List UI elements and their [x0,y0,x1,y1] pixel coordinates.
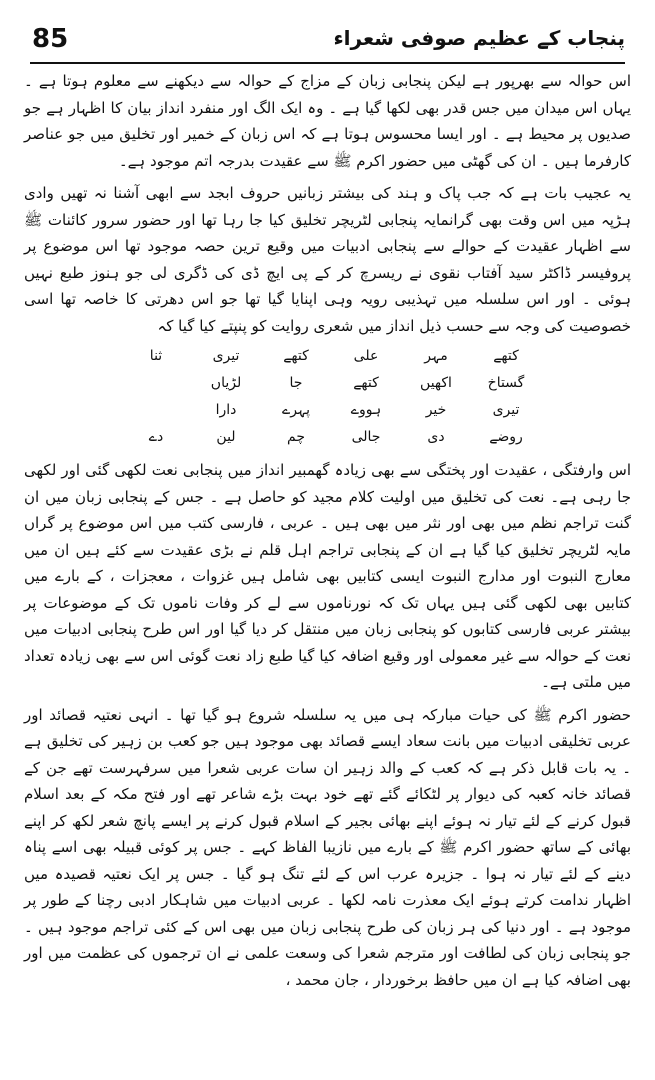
verse-word: مہر [424,348,448,364]
verse-word: تیری [212,348,240,364]
verse-word: کتھے [353,375,379,391]
verse-line [24,397,541,424]
verse-word: دی [427,429,445,445]
verse-word: لین [216,429,236,445]
verse-word: روضے [489,429,523,445]
verse-word: پہرے [281,402,311,418]
page-number: 85 [32,24,69,54]
body-text [24,68,631,1070]
verse-word: تیری [492,402,520,418]
verse-word: ہووے [350,402,382,418]
verse-word: چم [287,429,305,445]
verse-line [24,370,541,397]
verse-word: اکھیں [420,375,452,391]
verse-word: ثنا [149,348,163,364]
page-header [30,22,625,64]
verse-word: خیر [425,402,447,418]
verse-line [24,343,541,370]
verse-word: دے [148,429,164,445]
verse-word: جالی [351,429,381,445]
verse-word: علی [353,348,379,364]
verse-word: لڑیاں [210,375,242,391]
verse-word: گستاخ [487,375,525,391]
paragraph: حضور اکرم ﷺ کی حیات مبارکہ ہی میں یہ سلسلہ شروع ہو گیا تھا ۔ انہی نعتیہ قصائد اور عربی تخلیقی ادبیات میں بانت سعاد ایسے قصائد بھی موجود ہیں جو کعب بن زہیر کی تخلیق ہے ۔ یہ بات قابل ذکر ہے کہ کعب کے والد زہیر ان سات عربی شعرا میں سرفہرست تھے جن کے قصائد خانہ کعبہ کی دیوار پر لٹکائے گئے تھے خود بہت بڑے شاعر تھے اور فتح مکہ کے بعد اسلام قبول کرنے کے لئے تیار نہ ہوئے اپنے بھائی بجیر کے اسلام قبول کرنے پر ایسے پانچ شعر لکھ کر اپنے بھائی کے ساتھ حضور اکرم ﷺ کے بارے میں نازیبا الفاظ کہے ۔ جس پر کوئی قبیلہ بھی اسے پناہ دینے کے لئے تیار نہ ہوا ۔ جزیرہ عرب اس کے لئے تنگ ہو گیا ۔ جس پر ایک نعتیہ قصیدہ میں اظہار ندامت کرتے ہوئے ایک معذرت نامہ لکھا ۔ عربی ادبیات میں شاہکار ادبی رچنا کے طور پر موجود ہے ۔ اور دنیا کی ہر زبان کی طرح پنجابی زبان میں بھی اس کے کئی تراجم موجود ہیں ۔ جو پنجابی زبان کی لطافت اور مترجم شعرا کی وسعت علمی نے ان ترجموں کی عظمت میں اور بھی اضافہ کیا ہے ان میں حافظ برخوردار ، جان محمد ، [24,705,631,989]
verse-word: جا [289,375,303,391]
verse-word: کتھے [283,348,309,364]
verse-word: دارا [215,402,237,418]
paragraph: اس حوالہ سے بھرپور ہے لیکن پنجابی زبان کے مزاج کے حوالہ سے دیکھنے سے معلوم ہوتا ہے ۔ یہاں اس میدان میں جس قدر بھی لکھا گیا ہے ۔ وہ ایک الگ اور منفرد انداز بیان کا اظہار ہے جو صدیوں پر محیط ہے ۔ اور ایسا محسوس ہوتا ہے کہ اس زبان کے خمیر اور تخلیق میں جو عناصر کارفرما ہیں ۔ ان کی گھٹی میں حضور اکرم ﷺ سے عقیدت بدرجہ اتم موجود ہے۔ [24,72,631,170]
paragraph: اس وارفتگی ، عقیدت اور پختگی سے بھی زیادہ گھمبیر انداز میں پنجابی نعت لکھی گئی اور لکھی جا رہی ہے۔ نعت کی تخلیق میں اولیت کلام مجید کو حاصل ہے ۔ جس کے پنجابی زبان میں ان گنت تراجم نظم میں بھی اور نثر میں بھی ہیں ۔ عربی ، فارسی کتب میں اس موضوع پر گراں مایہ لٹریچر تخلیق کیا گیا ہے ان کے پنجابی تراجم اہل قلم نے بڑی عقیدت سے کئے ہیں ان میں معارج النبوت اور مدارج النبوت ایسی کتابیں بھی شامل ہیں غزوات ، معجزات ، کے بارے میں کتابیں بھی لکھی گئی ہیں یہاں تک کہ نورناموں سے لے کر وفات ناموں تک کے موضوعات پر بیشتر عربی فارسی کتابوں کو پنجابی زبان میں منتقل کر دیا گیا اور اس طرح پنجابی ادبیات میں نعت کے حوالہ سے غیر معمولی اور وقیع اضافہ کیا گیا طبع زاد نعت گوئی اس سے بھی زیادہ تعداد میں ملتی ہے۔ [24,461,631,691]
paragraph: یہ عجیب بات ہے کہ جب پاک و ہند کی بیشتر زبانیں حروف ابجد سے ابھی آشنا نہ تھیں وادی ہڑپہ میں اس وقت بھی گرانمایہ پنجابی لٹریچر تخلیق کیا جا رہا تھا اور حضور سرور کائنات ﷺ سے اظہار عقیدت کے حوالے سے پنجابی ادبیات میں وقیع ترین حصہ موجود تھا اس موضوع پر پروفیسر ڈاکٹر سید آفتاب نقوی نے ریسرچ کر کے پی ایچ ڈی کی ڈگری لی جو ہنوز طبع نہیں ہوئی ۔ اور اس سلسلہ میں تہذیبی رویہ وہی اپنایا گیا تھا جو اس دھرتی کا خاصہ تھا اسی خصوصیت کی وجہ سے حسب ذیل انداز میں شعری روایت کو پنپتے کیا گیا کہ [24,184,631,335]
verse-block [24,343,631,451]
running-title: پنجاب کے عظیم صوفی شعراء [333,26,625,50]
verse-word: کتھے [493,348,519,364]
verse-line [24,424,541,451]
